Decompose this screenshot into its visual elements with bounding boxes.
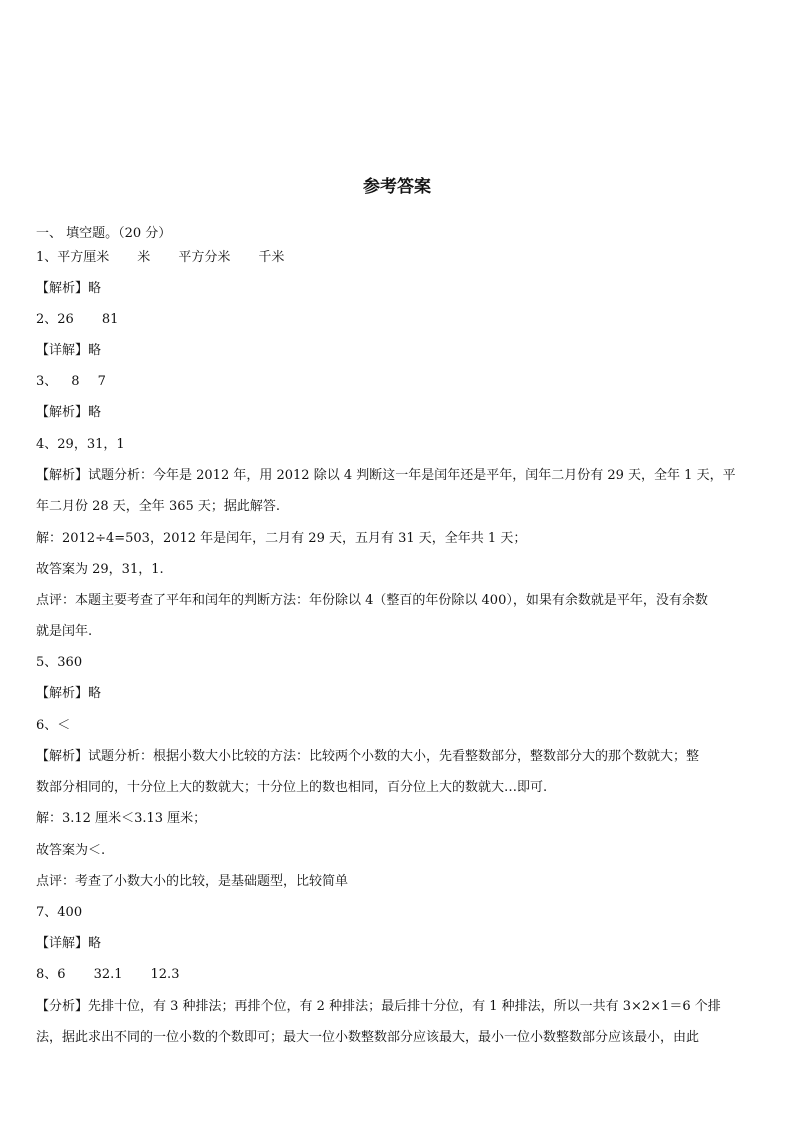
- answer-4: 故答案为 29，31，1.: [36, 562, 164, 577]
- analysis-4-line-1: 【解析】试题分析：今年是 2012 年，用 2012 除以 4 判断这一年是闰年还是平年，闰年二月份有 29 天，全年 1 天，平: [36, 468, 736, 483]
- question-7: 7、400: [36, 905, 83, 920]
- analysis-8-line-2: 法，据此求出不同的一位小数的个数即可；最大一位小数整数部分应该最大，最小一位小数整数部分应该最小，由此: [36, 1030, 700, 1045]
- comment-6: 点评：考查了小数大小的比较，是基础题型，比较简单: [36, 874, 349, 889]
- answer-1a: 平方厘米: [57, 250, 110, 265]
- answer-8b: 32.1: [93, 967, 123, 982]
- question-3: [36, 374, 760, 390]
- question-5: 5、360: [36, 655, 83, 670]
- section-heading: 一、 填空题。（20 分）: [36, 226, 172, 241]
- question-number: 8、: [36, 967, 58, 982]
- note-5: 【解析】略: [36, 686, 102, 701]
- question-number: 2、: [36, 312, 58, 327]
- answer-6: 故答案为＜.: [36, 843, 106, 858]
- analysis-6-line-2: 数部分相同的，十分位上大的数就大；十分位上的数也相同，百分位上大的数就大…即可.: [36, 780, 548, 795]
- answer-2a: 26: [57, 312, 74, 327]
- note-3: 【解析】略: [36, 405, 102, 420]
- analysis-4-line-2: 年二月份 28 天，全年 365 天；据此解答.: [36, 499, 281, 514]
- page-title: 参考答案: [363, 177, 431, 197]
- solution-6: 解：3.12 厘米＜3.13 厘米；: [36, 811, 207, 826]
- comment-4-line-2: 就是闰年.: [36, 624, 93, 639]
- answer-3b: 7: [97, 374, 106, 389]
- analysis-8-line-1: 【分析】先排十位，有 3 种排法；再排个位，有 2 种排法；最后排十分位，有 1 种排法，所以一共有 3×2×1＝6 个排: [36, 999, 721, 1014]
- question-4: 4、29，31，1: [36, 437, 125, 452]
- note-1: 【解析】略: [36, 281, 102, 296]
- question-number: 1、: [36, 250, 58, 265]
- answer-8c: 12.3: [150, 967, 180, 982]
- question-number: 3、: [36, 374, 58, 389]
- answer-1b: 米: [137, 250, 151, 265]
- note-2: 【详解】略: [36, 343, 102, 358]
- note-7: 【详解】略: [36, 936, 102, 951]
- comment-4-line-1: 点评：本题主要考查了平年和闰年的判断方法：年份除以 4（整百的年份除以 400），如果有余数就是平年，没有余数: [36, 593, 708, 608]
- analysis-6-line-1: 【解析】试题分析：根据小数大小比较的方法：比较两个小数的大小，先看整数部分，整数部分大的那个数就大；整: [36, 749, 700, 764]
- solution-4: 解：2012÷4=503，2012 年是闰年，二月有 29 天，五月有 31 天，全年共 1 天；: [36, 531, 527, 546]
- answer-1c: 平方分米: [178, 250, 231, 265]
- answer-2b: 81: [101, 312, 119, 327]
- answer-3a: 8: [71, 374, 80, 389]
- question-1: [36, 250, 760, 266]
- question-6: 6、＜: [36, 718, 71, 733]
- answer-8a: 6: [57, 967, 66, 982]
- answer-1d: 千米: [258, 250, 285, 265]
- question-2: [36, 312, 760, 328]
- question-8: [36, 967, 760, 983]
